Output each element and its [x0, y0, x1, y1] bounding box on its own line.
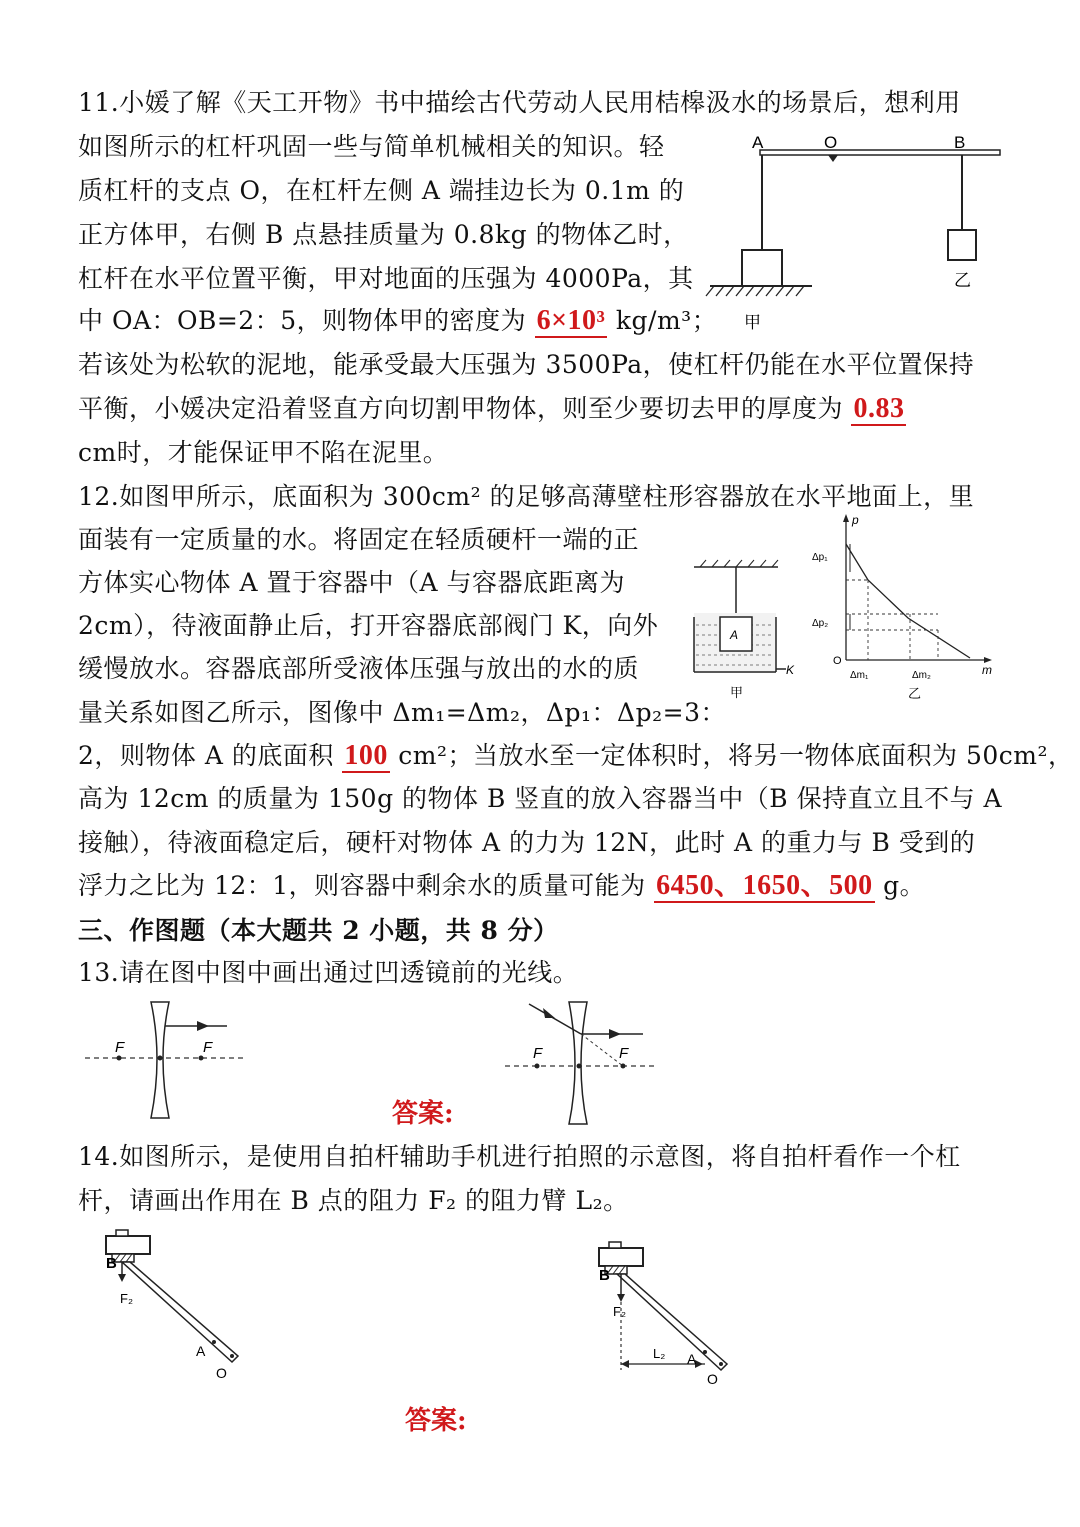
q14-answer-label: 答案: — [405, 1406, 467, 1436]
fig-label-A: A — [752, 133, 764, 152]
label-A: A — [730, 628, 739, 642]
q12-line-10b: g。 — [883, 871, 926, 900]
phone — [106, 1236, 150, 1254]
q11-line-4: 正方体甲，右侧 B 点悬挂质量为 0.8kg 的物体乙时， — [78, 220, 689, 249]
fig-label-jia: 甲 — [744, 313, 761, 332]
q12-line-6: 量关系如图乙所示，图像中 Δm₁=Δm₂，Δp₁：Δp₂=3： — [78, 698, 726, 727]
q13-answer-figure — [505, 998, 665, 1128]
label-dp2: Δp₂ — [812, 618, 829, 629]
q12-graph-figure — [812, 512, 1003, 707]
q11-answer-density: 6×10³ — [536, 305, 606, 336]
q12-container-figure — [690, 555, 810, 705]
q11-line-2: 如图所示的杠杆巩固一些与简单机械相关的知识。轻 — [78, 132, 665, 161]
q11-line-6a: 中 OA：OB=2：5，则物体甲的密度为 — [78, 306, 527, 335]
q12-line-2: 面装有一定质量的水。将固定在轻质硬杆一端的正 — [78, 525, 640, 554]
label-dm2: Δm₂ — [912, 670, 931, 681]
label-A: A — [196, 1343, 206, 1359]
section-3-heading: 三、作图题（本大题共 2 小题，共 8 分） — [78, 916, 559, 945]
q12-line-5: 缓慢放水。容器底部所受液体压强与放出的水的质 — [78, 654, 640, 683]
label-dp1: Δp₁ — [812, 552, 828, 563]
label-yi: 乙 — [908, 686, 922, 701]
q11-answer-thickness: 0.83 — [853, 393, 905, 424]
q12-line-7 — [78, 739, 1074, 773]
q12-line-9: 接触），待液面稳定后，硬杆对物体 A 的力为 12N，此时 A 的重力与 B 受到的 — [78, 828, 976, 857]
q12-line-10a: 浮力之比为 12：1，则容器中剩余水的质量可能为 — [78, 871, 646, 900]
object-yi — [948, 230, 976, 260]
q13-answer-label: 答案: — [392, 1099, 454, 1129]
label-F-left: F — [115, 1039, 125, 1056]
lever-bar — [760, 150, 1000, 155]
q14-line-2: 杆，请画出作用在 B 点的阻力 F₂ 的阻力臂 L₂。 — [78, 1186, 629, 1215]
q12-line-3: 方体实心物体 A 置于容器中（A 与容器底距离为 — [78, 568, 625, 597]
axis-p: p — [852, 513, 859, 527]
q11-line-1: 11.小媛了解《天工开物》书中描绘古代劳动人民用桔槔汲水的场景后，想利用 — [78, 88, 961, 117]
q13-question-figure — [85, 1000, 255, 1130]
label-B: B — [599, 1267, 610, 1284]
q11-line-8a: 平衡，小媛决定沿着竖直方向切割甲物体，则至少要切去甲的厚度为 — [78, 394, 844, 423]
q11-line-3: 质杠杆的支点 O，在杠杆左侧 A 端挂边长为 0.1m 的 — [78, 176, 685, 205]
ground-hatch — [706, 286, 804, 296]
q11-line-6b: kg/m³； — [615, 306, 718, 335]
origin: O — [833, 655, 842, 667]
label-F2: F₂ — [120, 1291, 133, 1306]
label-F-left: F — [533, 1045, 543, 1062]
label-O: O — [216, 1365, 227, 1381]
q12-line-4: 2cm），待液面静止后，打开容器底部阀门 K，向外 — [78, 611, 659, 640]
fig-label-O: O — [824, 133, 838, 152]
q11-line-8 — [78, 392, 906, 426]
cube-jia — [742, 250, 782, 286]
q12-line-8: 高为 12cm 的质量为 150g 的物体 B 竖直的放入容器当中（B 保持直立且不与 A — [78, 784, 1003, 813]
q11-line-6 — [78, 304, 717, 338]
q11-line-5: 杠杆在水平位置平衡，甲对地面的压强为 4000Pa，其 — [78, 264, 694, 293]
label-F-right: F — [619, 1045, 629, 1062]
q12-line-7a: 2，则物体 A 的底面积 — [78, 741, 334, 770]
curve — [846, 544, 970, 658]
q12-answer-area: 100 — [344, 740, 388, 771]
q11-line-9: cm时，才能保证甲不陷在泥里。 — [78, 438, 449, 467]
q11-lever-figure — [700, 128, 1010, 338]
label-L2: L₂ — [653, 1346, 666, 1361]
label-F2: F₂ — [613, 1304, 626, 1319]
selfie-stick — [122, 1262, 238, 1362]
q14-question-figure — [100, 1228, 260, 1388]
q13-text: 13.请在图中图中画出通过凹透镜前的光线。 — [78, 958, 579, 987]
q11-line-7: 若该处为松软的泥地，能承受最大压强为 3500Pa，使杠杆仍能在水平位置保持 — [78, 350, 975, 379]
label-K: K — [786, 663, 795, 677]
q12-line-1: 12.如图甲所示，底面积为 300cm² 的足够高薄壁柱形容器放在水平地面上，里 — [78, 482, 975, 511]
q14-line-1: 14.如图所示，是使用自拍杆辅助手机进行拍照的示意图，将自拍杆看作一个杠 — [78, 1142, 961, 1171]
label-dm1: Δm₁ — [850, 670, 869, 681]
q12-line-7b: cm²；当放水至一定体积时，将另一物体底面积为 50cm²， — [398, 741, 1074, 770]
q14-answer-figure — [595, 1240, 745, 1390]
fulcrum — [828, 155, 838, 162]
fig-label-yi: 乙 — [954, 271, 971, 290]
q12-line-10 — [78, 869, 925, 903]
fig-label-B: B — [954, 133, 966, 152]
axis-m: m — [982, 663, 992, 677]
label-B: B — [106, 1255, 117, 1272]
label-jia: 甲 — [730, 685, 744, 700]
label-F-right: F — [203, 1039, 213, 1056]
label-A: A — [687, 1351, 697, 1367]
q12-answer-mass: 6450、1650、500 — [656, 870, 873, 901]
label-O: O — [707, 1371, 718, 1387]
